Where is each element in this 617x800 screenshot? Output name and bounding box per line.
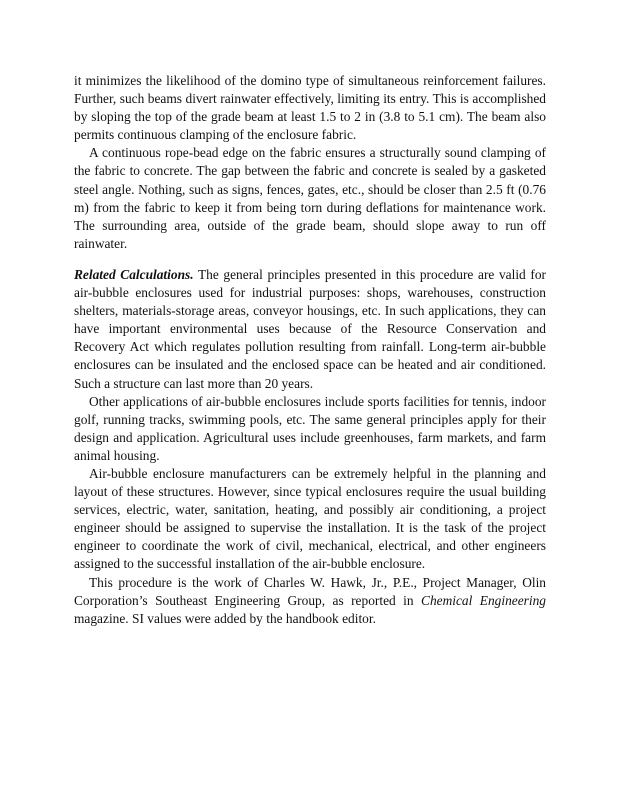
related-calculations-body: The general principles presented in this procedure are valid for air-bubble enclosures used for industrial purposes: shops, warehouses, construction shelters, materials-storage areas, conveyor housings, etc. In such applications, they can have important environmental uses because of the Resource Conservation and Recovery Act which regulates pollution resulting from rainfall. Long-term air-bubble enclosures can be insulated and the enclosed space can be heated and air conditioned. Such a structure can last more than 20 years. — [74, 266, 546, 391]
paragraph-rope-bead: A continuous rope-bead edge on the fabric ensures a structurally sound clamping of the fabric to concrete. The gap between the fabric and concrete is sealed by a gasketed steel angle. Nothing, such as signs, fences, gates, etc., should be closer than 2.5 ft (0.76 m) from the fabric to keep it from being torn during deflations for maintenance work. The surrounding area, outside of the grade beam, should slope away to run off rainwater. — [74, 145, 546, 251]
paragraph-manufacturers: Air-bubble enclosure manufacturers can be extremely helpful in the planning and layout of these structures. However, since typical enclosures require the usual building services, electric, water, sanitation, heating, and possibly air conditioning, a project engineer should be assigned to supervise the installation. It is the task of the project engineer to coordinate the work of civil, mechanical, electrical, and other engineers assigned to the successful installation of the air-bubble enclosure. — [74, 465, 546, 572]
paragraph-other-applications: Other applications of air-bubble enclosures include sports facilities for tennis, indoor golf, running tracks, swimming pools, etc. The same general principles apply for their design and application. Agricultural uses include greenhouses, farm markets, and farm animal housing. — [74, 393, 546, 463]
attribution-text-b: magazine. SI values were added by the handbook editor. — [74, 610, 376, 626]
document-page — [74, 72, 546, 628]
section-heading-related-calculations: Related Calculations. — [74, 266, 194, 282]
paragraph-grade-beam: it minimizes the likelihood of the domino type of simultaneous reinforcement failures. Further, such beams divert rainwater effectively, limiting its entry. This is accomplished by sloping the top of the grade beam at least 1.5 to 2 in (3.8 to 5.1 cm). The beam also permits continuous clamping of the enclosure fabric. — [74, 73, 546, 143]
paragraph-related-calculations — [74, 266, 546, 393]
magazine-title: Chemical Engineering — [421, 592, 546, 608]
paragraph-attribution — [74, 574, 546, 628]
attribution-text-a: This procedure is the work of Charles W. Hawk, Jr., P.E., Project Manager, Olin Corporation’s Southeast Engineering Group, as reported in — [74, 574, 546, 608]
